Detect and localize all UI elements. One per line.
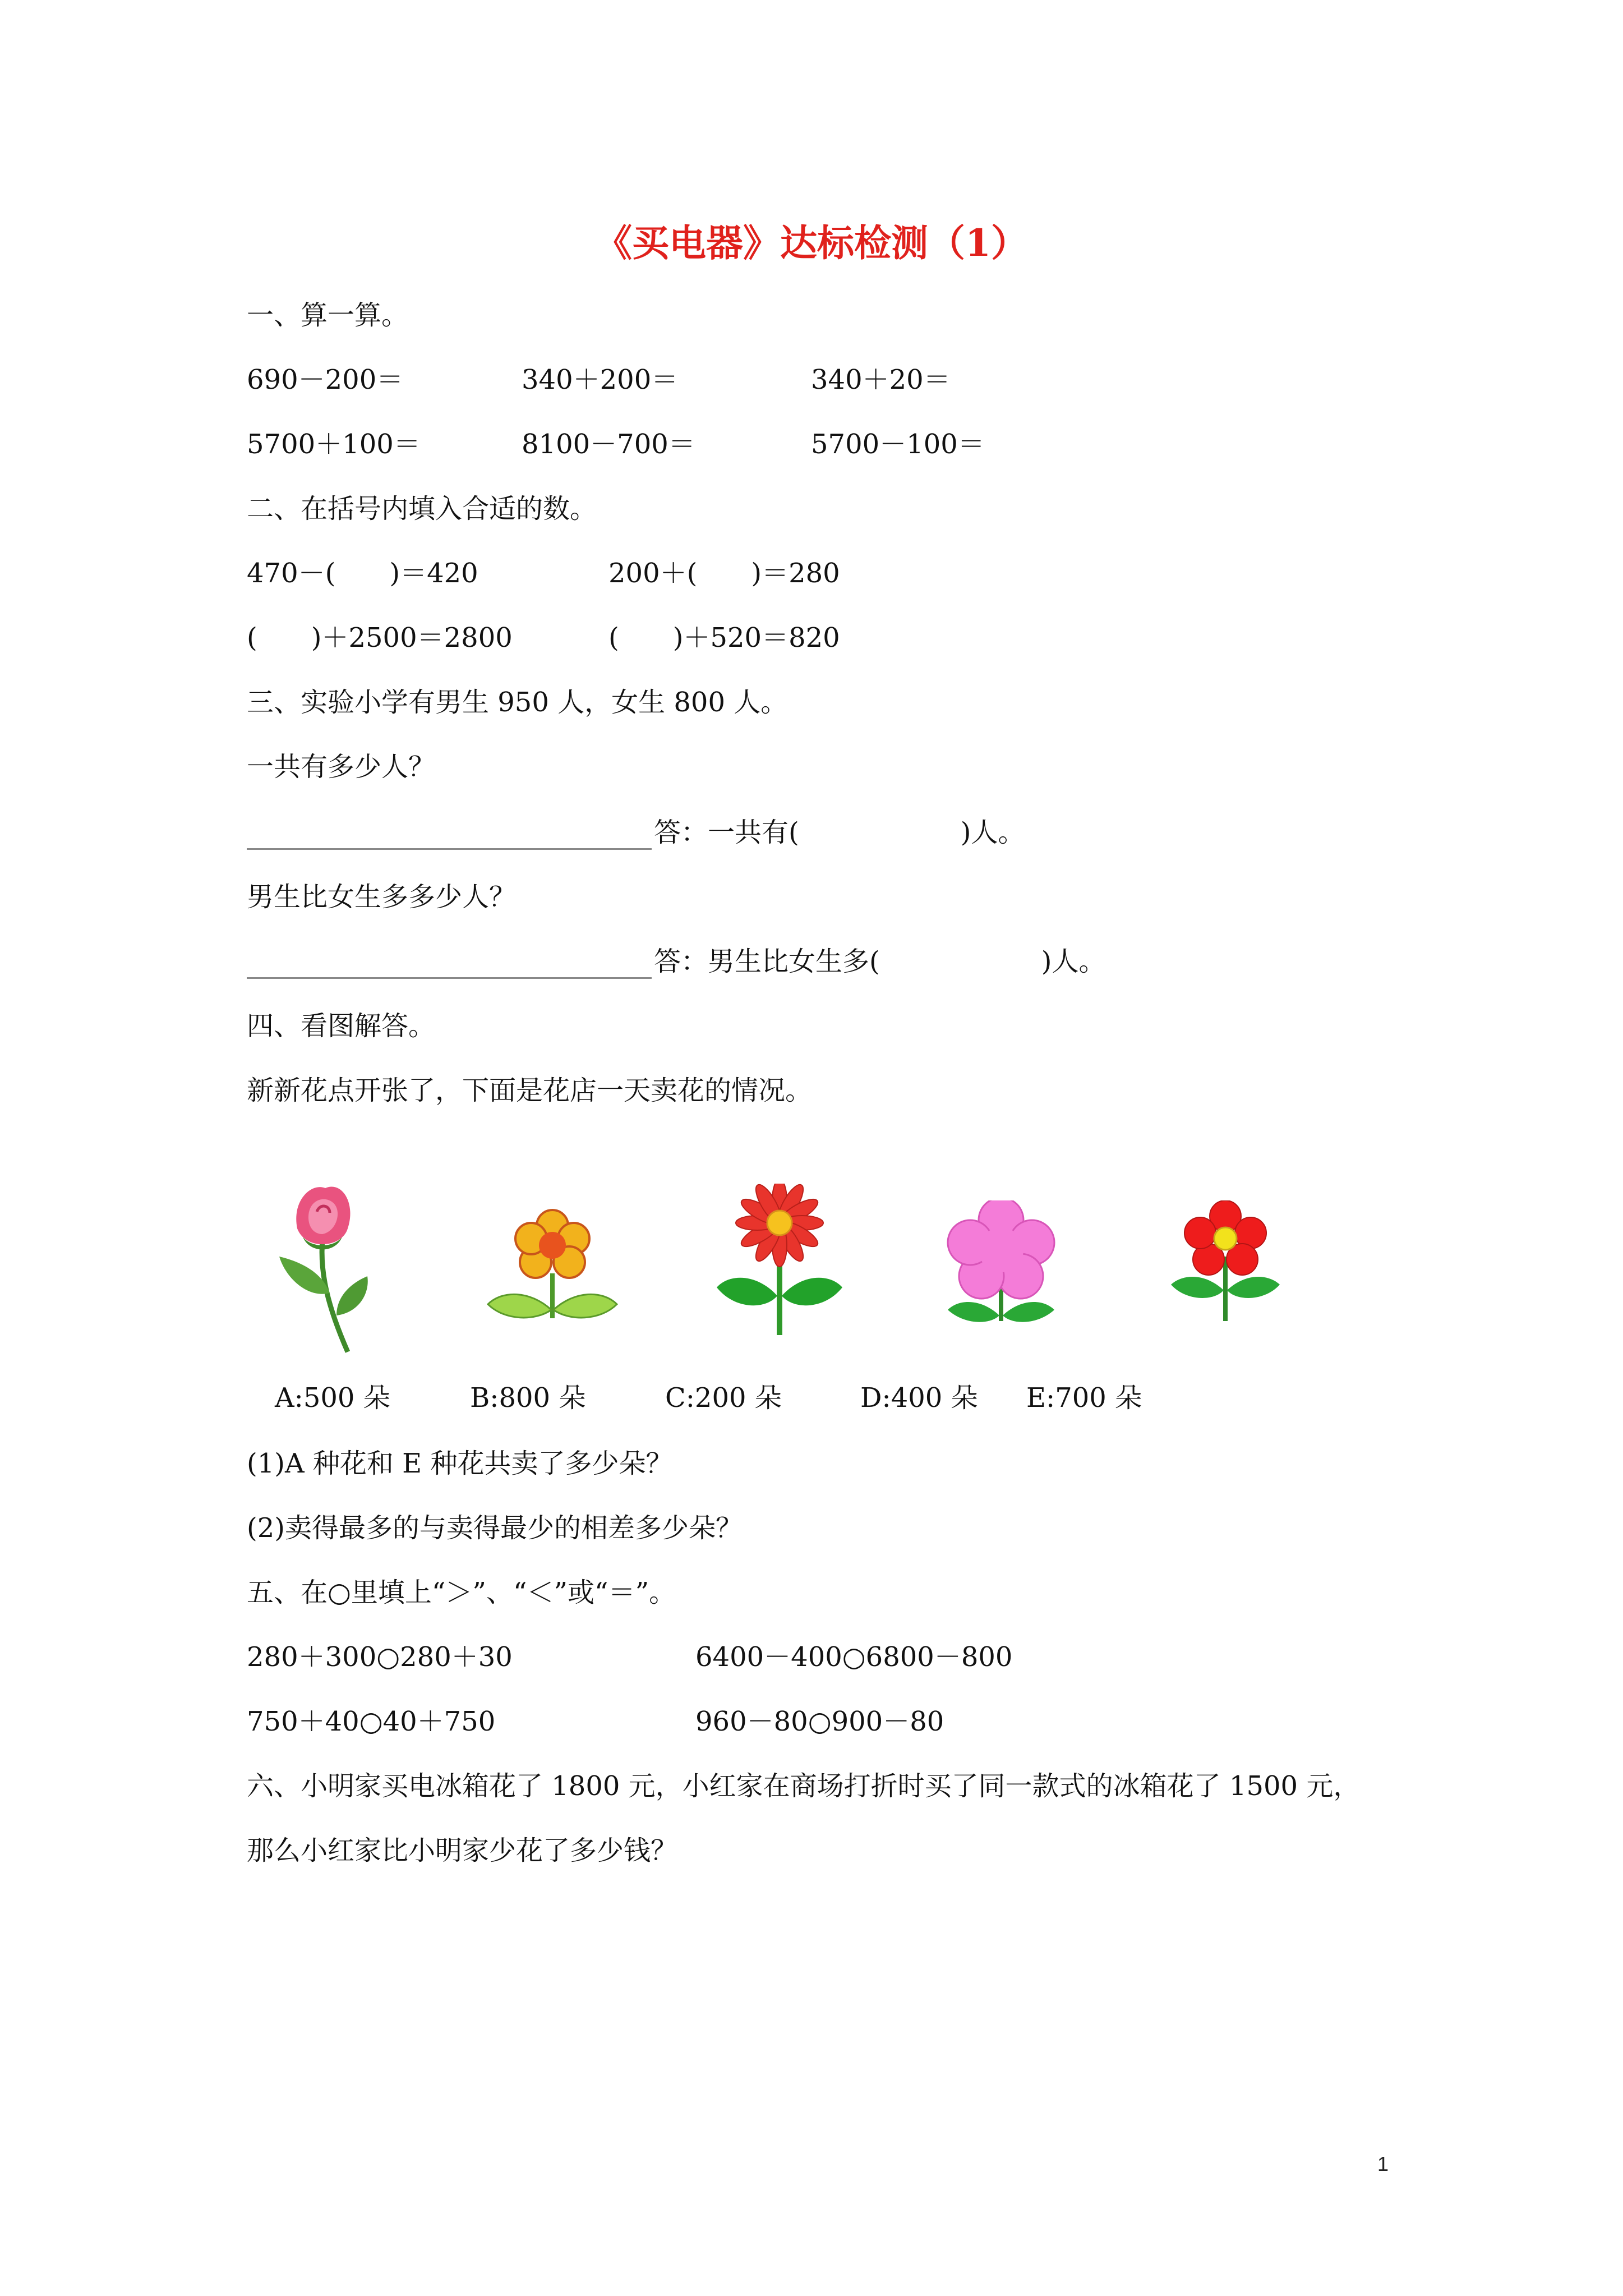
flower-label-e: E:700 朵 bbox=[1026, 1382, 1142, 1414]
flower-label-d: D:400 朵 bbox=[860, 1382, 978, 1414]
fill-item: 200＋( )＝280 bbox=[608, 558, 840, 589]
flower-label-c: C:200 朵 bbox=[665, 1382, 782, 1414]
pink-flower-icon bbox=[942, 1200, 1060, 1324]
fill-item: ( )＋520＝820 bbox=[608, 622, 840, 654]
red-flower-icon bbox=[1166, 1200, 1284, 1324]
calc-item: 8100－700＝ bbox=[522, 429, 695, 460]
flower-question-1: (1)A 种花和 E 种花共卖了多少朵？ bbox=[247, 1448, 673, 1479]
answer-difference: 答：男生比女生多( )人。 bbox=[654, 946, 1106, 977]
calc-item: 5700－100＝ bbox=[811, 429, 985, 460]
page-number: 1 bbox=[1377, 2152, 1389, 2175]
fill-item: ( )＋2500＝2800 bbox=[247, 622, 513, 654]
page-title: 《买电器》达标检测（1） bbox=[595, 221, 1028, 265]
section-3-heading: 三、实验小学有男生 950 人，女生 800 人。 bbox=[247, 687, 788, 718]
calc-item: 340＋20＝ bbox=[811, 364, 951, 395]
answer-line bbox=[247, 977, 652, 979]
compare-item: 750＋40○40＋750 bbox=[247, 1706, 496, 1737]
section-1-heading: 一、算一算。 bbox=[247, 300, 409, 331]
flower-label-a: A:500 朵 bbox=[275, 1382, 390, 1414]
red-daisy-icon bbox=[712, 1184, 847, 1341]
section-6-question: 那么小红家比小明家少花了多少钱？ bbox=[247, 1835, 678, 1866]
section-5-heading: 五、在○里填上“＞”、“＜”或“＝”。 bbox=[247, 1577, 676, 1608]
flower-question-2: (2)卖得最多的与卖得最少的相差多少朵？ bbox=[247, 1512, 743, 1544]
section-2-heading: 二、在括号内填入合适的数。 bbox=[247, 493, 597, 524]
compare-item: 280＋300○280＋30 bbox=[247, 1641, 513, 1673]
question-total: 一共有多少人？ bbox=[247, 751, 436, 783]
pink-rose-icon bbox=[264, 1178, 376, 1363]
fill-item: 470－( )＝420 bbox=[247, 558, 478, 589]
flower-label-b: B:800 朵 bbox=[470, 1382, 586, 1414]
calc-item: 5700＋100＝ bbox=[247, 429, 421, 460]
answer-line bbox=[247, 848, 652, 850]
section-4-intro: 新新花点开张了，下面是花店一天卖花的情况。 bbox=[247, 1075, 813, 1106]
compare-item: 6400－400○6800－800 bbox=[695, 1641, 1013, 1673]
section-4-heading: 四、看图解答。 bbox=[247, 1010, 436, 1042]
yellow-flower-icon bbox=[485, 1206, 620, 1324]
answer-total: 答：一共有( )人。 bbox=[654, 817, 1025, 848]
section-6-text: 六、小明家买电冰箱花了 1800 元，小红家在商场打折时买了同一款式的冰箱花了 1500 元， bbox=[247, 1770, 1361, 1802]
question-difference: 男生比女生多多少人？ bbox=[247, 881, 517, 913]
compare-item: 960－80○900－80 bbox=[695, 1706, 944, 1737]
calc-item: 690－200＝ bbox=[247, 364, 404, 395]
calc-item: 340＋200＝ bbox=[522, 364, 679, 395]
